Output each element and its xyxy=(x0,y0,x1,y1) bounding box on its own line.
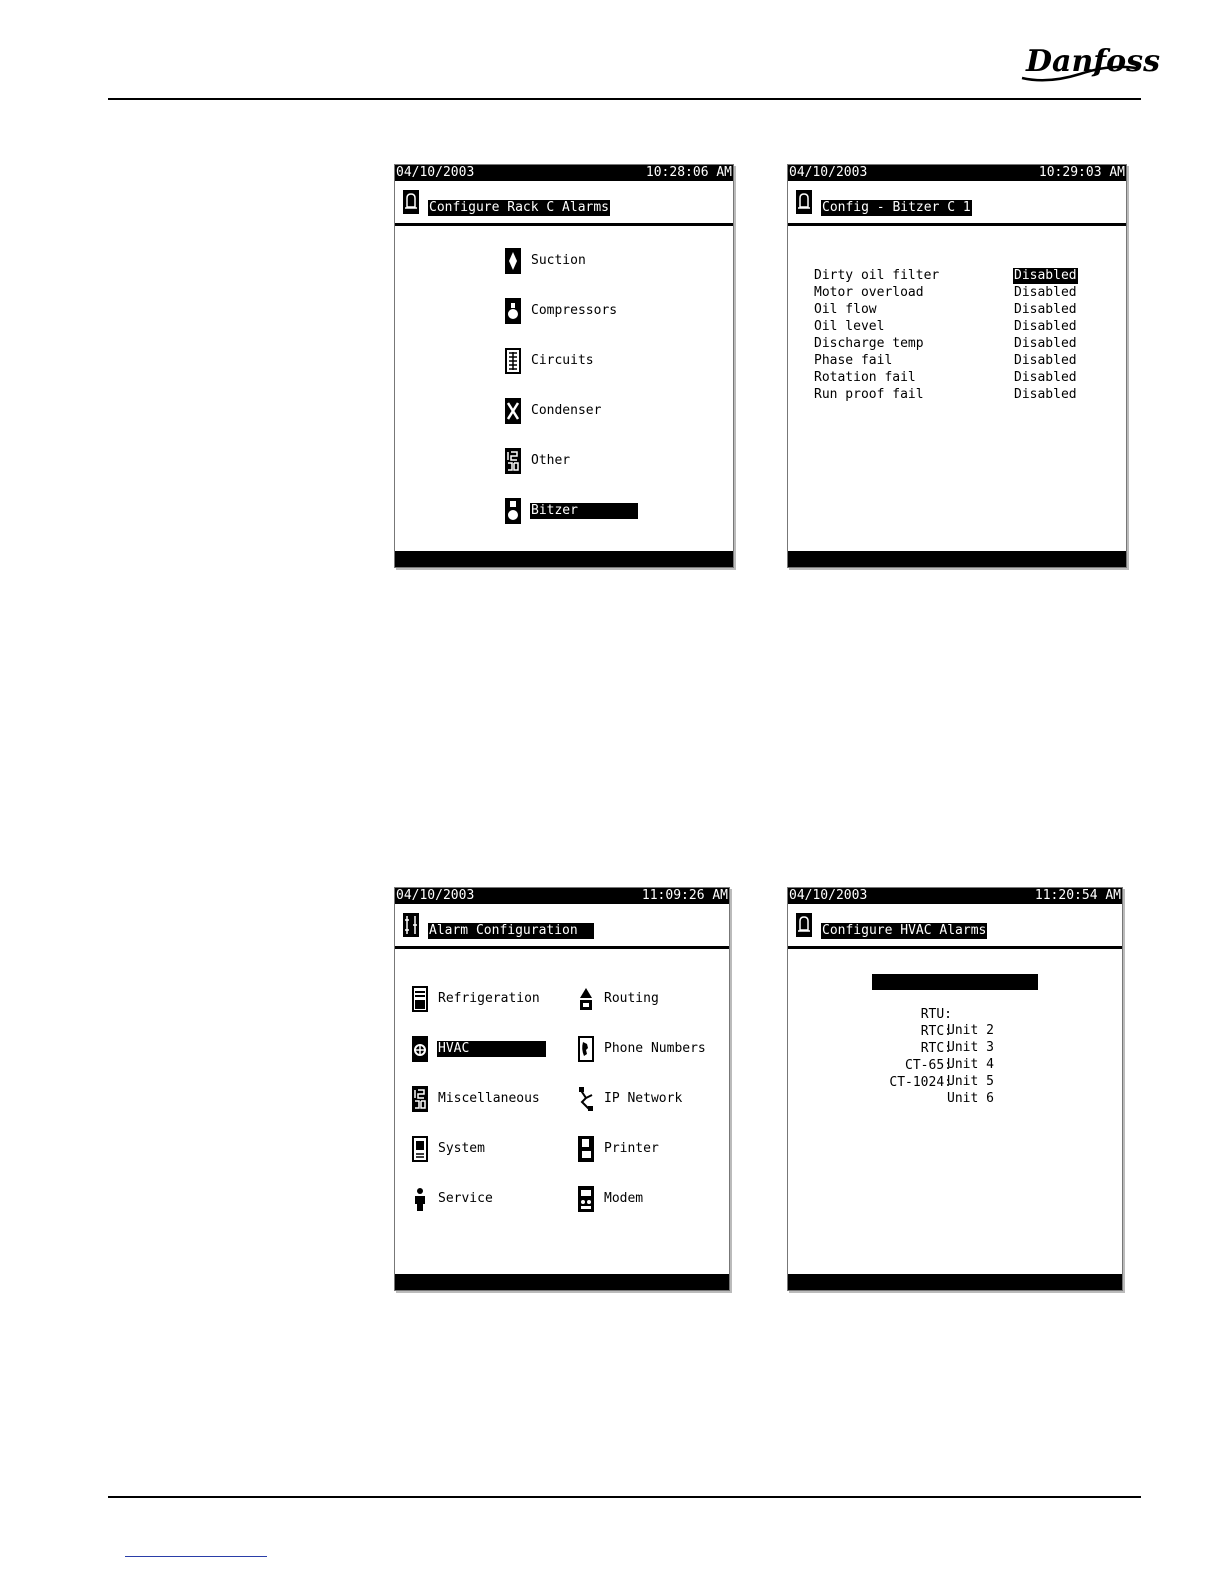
alarm-value[interactable]: Disabled xyxy=(1014,302,1077,317)
alarm-label: Run proof fail xyxy=(814,387,924,402)
unit-name: Unit 3 xyxy=(947,1040,994,1055)
alarm-value[interactable]: Disabled xyxy=(1014,268,1077,283)
status-date: 04/10/2003 xyxy=(789,888,868,903)
alarm-label: Rotation fail xyxy=(814,370,916,385)
screen-title: Alarm Configuration xyxy=(428,923,594,939)
menu-item-label: Refrigeration xyxy=(438,991,540,1006)
menu-item-suction[interactable] xyxy=(505,248,587,274)
status-time: 11:09:26 AM xyxy=(641,888,728,903)
compressor-icon xyxy=(505,298,521,324)
screen-hvac-alarms xyxy=(787,887,1123,1291)
menu-item-phone-numbers[interactable] xyxy=(578,1036,707,1062)
menu-item-label: HVAC xyxy=(437,1041,546,1057)
menu-item-label: Suction xyxy=(531,253,586,268)
alarm-value[interactable]: Disabled xyxy=(1014,387,1077,402)
alarm-value[interactable]: Disabled xyxy=(1014,353,1077,368)
status-bar xyxy=(788,165,1126,181)
bottom-bar xyxy=(395,551,733,567)
menu-item-label: Routing xyxy=(604,991,659,1006)
menu-item-bitzer[interactable] xyxy=(505,498,638,524)
svg-text:Danfoss: Danfoss xyxy=(1026,44,1160,79)
service-icon xyxy=(412,1186,428,1212)
alarm-value[interactable]: Disabled xyxy=(1014,285,1077,300)
alarm-label: Discharge temp xyxy=(814,336,924,351)
danfoss-logo xyxy=(1018,38,1160,86)
menu-item-label: Bitzer xyxy=(530,503,638,519)
other-icon xyxy=(505,448,521,474)
title-rule xyxy=(395,223,733,226)
screen-rack-c-alarms xyxy=(394,164,734,568)
bottom-bar xyxy=(788,1274,1122,1290)
screen-title: Configure Rack C Alarms xyxy=(429,200,610,215)
unit-name: Unit 6 xyxy=(947,1091,994,1106)
menu-item-refrigeration[interactable] xyxy=(412,986,541,1012)
screen-config-bitzer xyxy=(787,164,1127,568)
bottom-bar xyxy=(395,1274,729,1290)
menu-item-label: Modem xyxy=(604,1191,644,1206)
title-rule xyxy=(788,946,1122,949)
modem-icon xyxy=(578,1186,594,1212)
menu-item-system[interactable] xyxy=(412,1136,486,1162)
unit-name: Unit 5 xyxy=(947,1074,994,1089)
header-rule xyxy=(108,98,1141,100)
menu-item-service[interactable] xyxy=(412,1186,494,1212)
refrigeration-icon xyxy=(412,986,428,1012)
status-date: 04/10/2003 xyxy=(396,165,475,180)
screen-alarm-configuration xyxy=(394,887,730,1291)
alarm-config-icon xyxy=(403,913,419,937)
status-bar xyxy=(395,165,733,181)
menu-item-label: Condenser xyxy=(531,403,602,418)
phone-icon xyxy=(578,1036,594,1062)
footer-link-underline[interactable] xyxy=(125,1556,267,1557)
bitzer-icon xyxy=(505,498,521,524)
alarm-value[interactable]: Disabled xyxy=(1014,319,1077,334)
unit-type: RTU: xyxy=(920,1007,952,1022)
alarm-bell-icon xyxy=(796,913,812,937)
alarm-label: Oil flow xyxy=(814,302,877,317)
status-date: 04/10/2003 xyxy=(789,165,868,180)
alarm-value[interactable]: Disabled xyxy=(1014,336,1077,351)
status-time: 10:28:06 AM xyxy=(645,165,732,180)
menu-item-printer[interactable] xyxy=(578,1136,660,1162)
unit-name: Unit 4 xyxy=(947,1057,994,1072)
menu-item-compressors[interactable] xyxy=(505,298,618,324)
menu-item-label: Printer xyxy=(604,1141,659,1156)
system-icon xyxy=(412,1136,428,1162)
unit-name: Unit 1 xyxy=(947,1006,994,1021)
menu-item-label: Circuits xyxy=(531,353,594,368)
status-time: 11:20:54 AM xyxy=(1034,888,1121,903)
menu-item-miscellaneous[interactable] xyxy=(412,1086,541,1112)
unit-type: RTC: xyxy=(920,1024,952,1039)
alarm-label: Motor overload xyxy=(814,285,924,300)
menu-item-modem[interactable] xyxy=(578,1186,644,1212)
unit-type: CT-1024: xyxy=(889,1075,952,1090)
status-bar xyxy=(395,888,729,904)
printer-icon xyxy=(578,1136,594,1162)
menu-item-label: Phone Numbers xyxy=(604,1041,706,1056)
menu-item-hvac[interactable] xyxy=(412,1036,546,1062)
menu-item-label: Compressors xyxy=(531,303,618,318)
miscellaneous-icon xyxy=(412,1086,428,1112)
circuits-icon xyxy=(505,348,521,374)
menu-item-circuits[interactable] xyxy=(505,348,595,374)
unit-type: RTC: xyxy=(920,1041,952,1056)
alarm-bell-icon xyxy=(796,190,812,214)
routing-icon xyxy=(578,986,594,1012)
status-time: 10:29:03 AM xyxy=(1038,165,1125,180)
title-rule xyxy=(395,946,729,949)
alarm-bell-icon xyxy=(403,190,419,214)
status-date: 04/10/2003 xyxy=(396,888,475,903)
alarm-label: Phase fail xyxy=(814,353,893,368)
network-icon xyxy=(578,1086,594,1112)
menu-item-ip-network[interactable] xyxy=(578,1086,683,1112)
bottom-bar xyxy=(788,551,1126,567)
status-bar xyxy=(788,888,1122,904)
menu-item-label: IP Network xyxy=(604,1091,683,1106)
unit-type: AHU: xyxy=(920,990,952,1005)
title-rule xyxy=(788,223,1126,226)
menu-item-label: System xyxy=(438,1141,485,1156)
unit-name: Unit 2 xyxy=(947,1023,994,1038)
menu-item-routing[interactable] xyxy=(578,986,660,1012)
menu-item-label: Miscellaneous xyxy=(438,1091,540,1106)
alarm-label: Oil level xyxy=(814,319,885,334)
menu-item-condenser[interactable] xyxy=(505,398,602,424)
menu-item-label: Other xyxy=(531,453,571,468)
hvac-icon xyxy=(412,1036,428,1062)
screen-title: Configure HVAC Alarms xyxy=(822,923,987,938)
suction-icon xyxy=(505,248,521,274)
footer-rule xyxy=(108,1496,1141,1498)
alarm-label: Dirty oil filter xyxy=(814,268,940,283)
unit-type: CT-65: xyxy=(905,1058,952,1073)
alarm-value[interactable]: Disabled xyxy=(1014,370,1077,385)
menu-item-other[interactable] xyxy=(505,448,571,474)
menu-item-label: Service xyxy=(438,1191,493,1206)
condenser-icon xyxy=(505,398,521,424)
screen-title: Config - Bitzer C 1 xyxy=(822,200,971,215)
